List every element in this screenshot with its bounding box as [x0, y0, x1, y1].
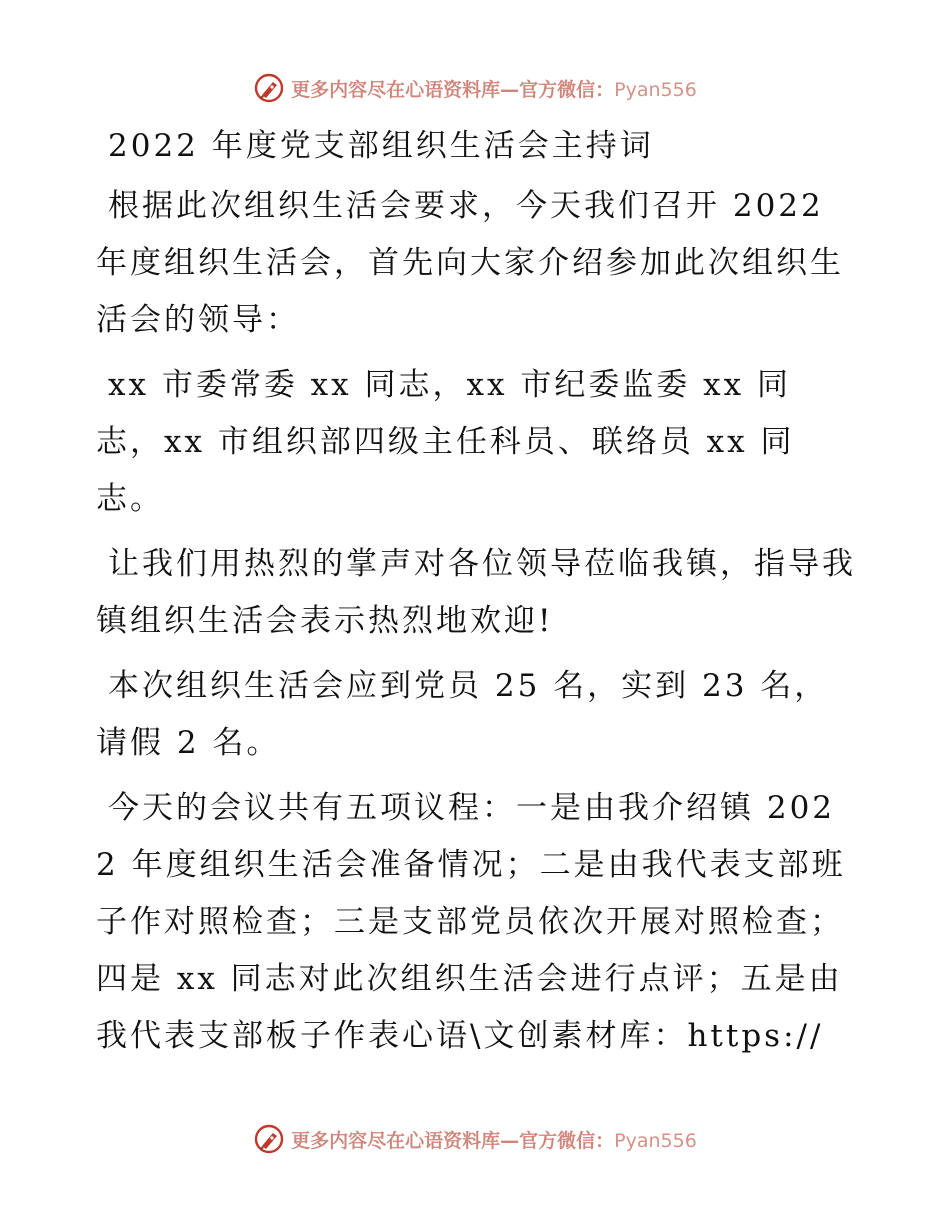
document-body — [96, 120, 856, 1073]
watermark-wechat-id: Pyan556 — [614, 1129, 697, 1152]
pen-nib-logo-icon — [253, 72, 285, 104]
paragraph-leaders: xx 市委常委 xx 同志，xx 市纪委监委 xx 同志，xx 市组织部四级主任科员、联络员 xx 同志。 — [96, 367, 795, 517]
paragraph-welcome: 让我们用热烈的掌声对各位领导莅临我镇，指导我镇组织生活会表示热烈地欢迎! — [96, 546, 856, 639]
footer-watermark — [0, 1123, 950, 1155]
document-title: 2022 年度党支部组织生活会主持词 — [108, 128, 654, 164]
watermark-text: 更多内容尽在心语资料库—官方微信：Pyan556 — [291, 78, 697, 101]
watermark-wechat-id: Pyan556 — [614, 78, 697, 101]
paragraph-agenda: 今天的会议共有五项议程：一是由我介绍镇 2022 年度组织生活会准备情况；二是由我代表支部班子作对照检查；三是支部党员依次开展对照检查；四是 xx 同志对此次组织生活会进行点评；五是由我代表支部板子作表心语\文创素材库：https:// — [96, 790, 846, 1054]
header-watermark — [0, 72, 950, 104]
pen-nib-logo-icon — [253, 1123, 285, 1155]
paragraph-intro: 根据此次组织生活会要求，今天我们召开 2022 年度组织生活会，首先向大家介绍参加此次组织生活会的领导： — [96, 188, 844, 338]
watermark-text: 更多内容尽在心语资料库—官方微信：Pyan556 — [291, 1129, 697, 1152]
paragraph-attendance: 本次组织生活会应到党员 25 名，实到 23 名，请假 2 名。 — [96, 668, 829, 761]
